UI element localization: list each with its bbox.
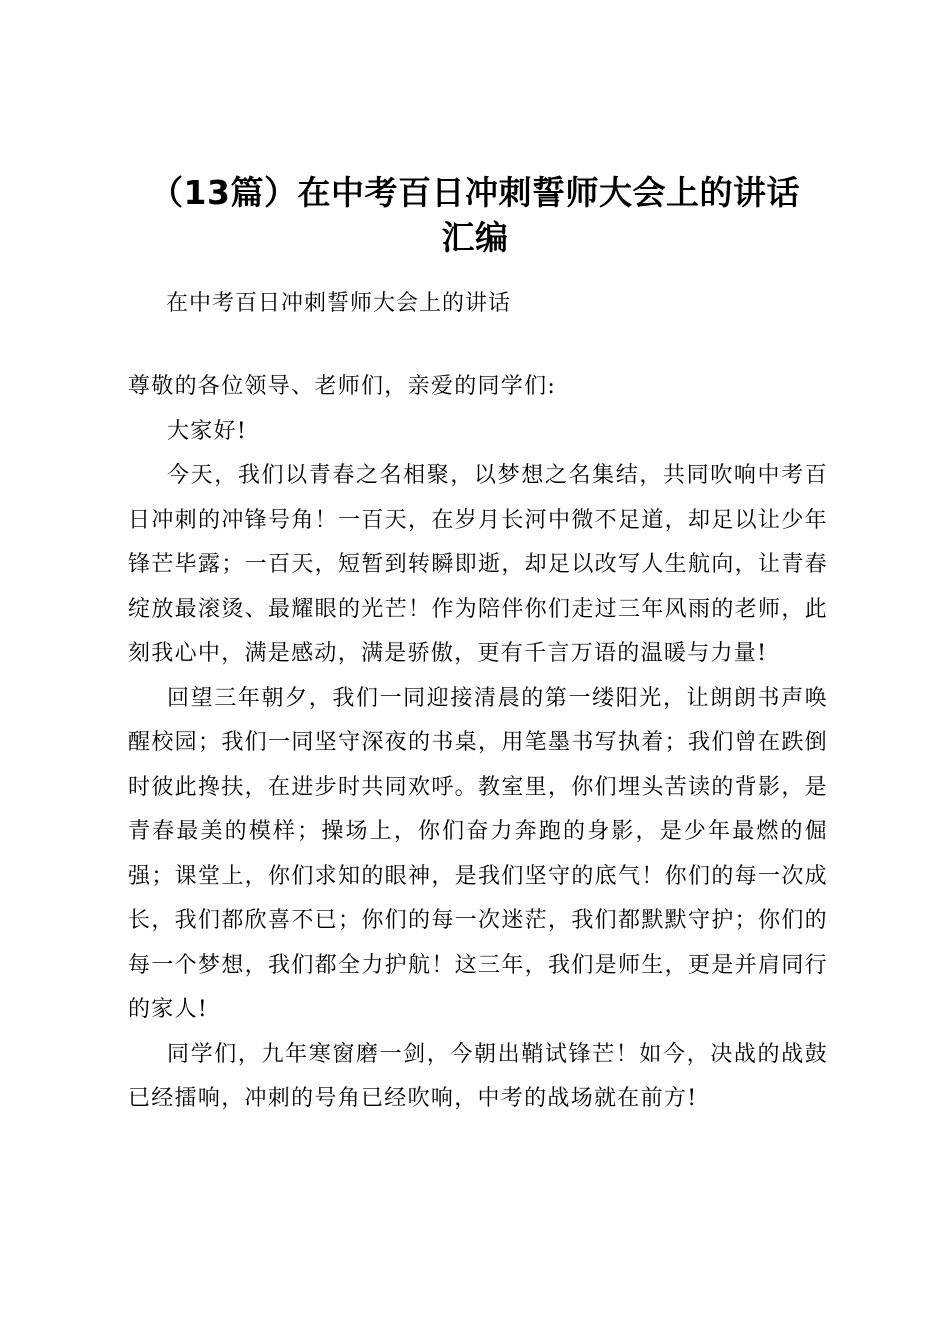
paragraph-1: 今天，我们以青春之名相聚，以梦想之名集结，共同吹响中考百日冲刺的冲锋号角！一百天，在岁月长河中微不足道，却足以让少年锋芒毕露；一百天，短暂到转瞬即逝，却足以改写人生航向，让青春绽放最滚烫、最耀眼的光芒！作为陪伴你们走过三年风雨的老师，此刻我心中，满是感动，满是骄傲，更有千言万语的温暖与力量!: [128, 463, 828, 666]
salutation: 尊敬的各位领导、老师们，亲爱的同学们:: [128, 374, 557, 399]
speech-subtitle: 在中考百日冲刺誓师大会上的讲话: [166, 291, 512, 316]
speech-body: [128, 365, 828, 1122]
title-line-1: （13篇）在中考百日冲刺誓师大会上的讲话: [150, 173, 800, 212]
document-title: [100, 170, 850, 260]
title-line-2: 汇编: [441, 218, 509, 257]
paragraph-3: 同学们，九年寒窗磨一剑，今朝出鞘试锋芒！如今，决战的战鼓已经擂响，冲刺的号角已经吹响，中考的战场就在前方!: [128, 1041, 828, 1111]
greeting: 大家好!: [167, 418, 248, 444]
paragraph-2: 回望三年朝夕，我们一同迎接清晨的第一缕阳光，让朗朗书声唤醒校园；我们一同坚守深夜的书桌，用笔墨书写执着；我们曾在跌倒时彼此搀扶，在进步时共同欢呼。教室里，你们埋头苦读的背影，是青春最美的模样；操场上，你们奋力奔跑的身影，是少年最燃的倔强；课堂上，你们求知的眼神，是我们坚守的底气！你们的每一次成长，我们都欣喜不已；你们的每一次迷茫，我们都默默守护；你们的每一个梦想，我们都全力护航！这三年，我们是师生，更是并肩同行的家人!: [128, 685, 828, 1022]
